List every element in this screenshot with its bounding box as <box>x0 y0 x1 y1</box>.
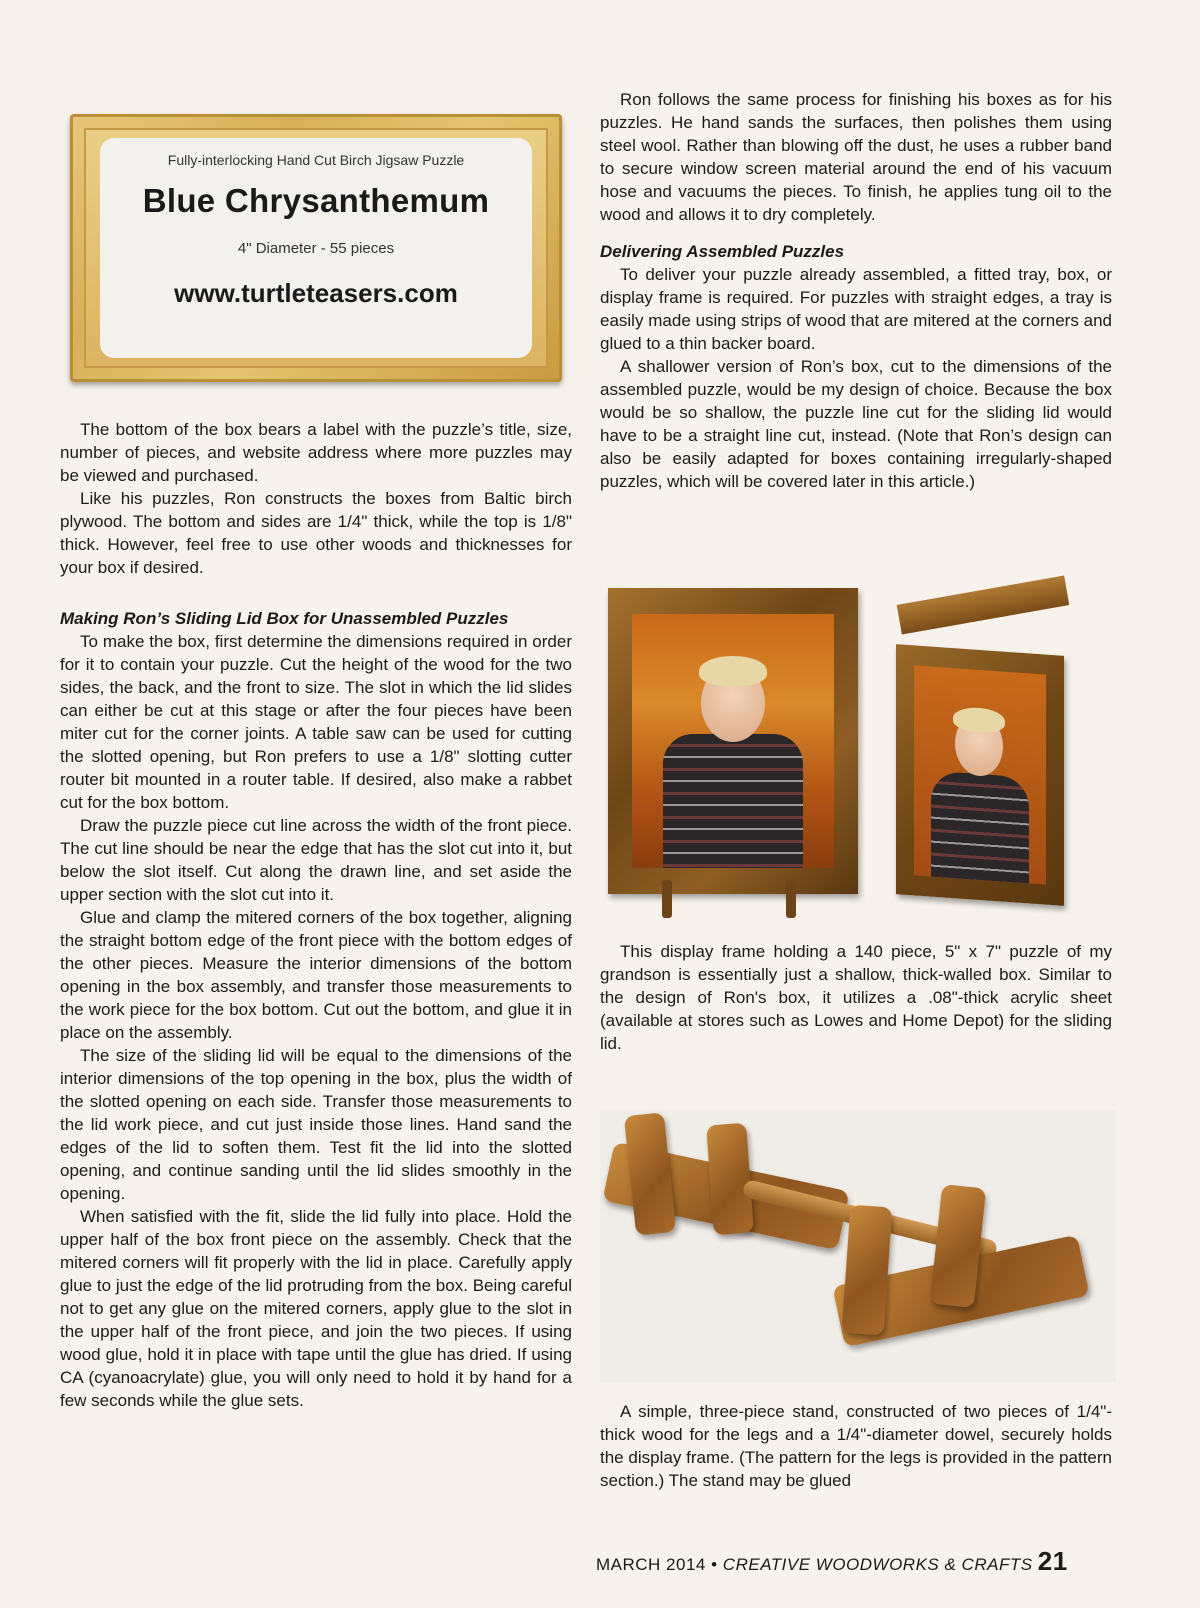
footer-magazine: CREATIVE WOODWORKS & CRAFTS <box>722 1555 1033 1574</box>
stand-leg <box>786 880 796 918</box>
paragraph: To make the box, first determine the dimensions required in order for it to contain your puzzle. Cut the height of the wood for the two sides, the back, and the front to size. The slot in which the lid slides can either be cut at this stage or after the four pieces have been miter cut for the corner joints. A table saw can be used for cutting the slotted opening, but Ron prefers to use a 1/8" slotting cutter router bit mounted in a router table. If desired, also make a rabbet cut for the box bottom. <box>60 632 572 812</box>
sliding-lid-piece <box>897 575 1070 634</box>
child-figure <box>915 685 1045 884</box>
box-label-card <box>100 138 532 358</box>
paragraph: Draw the puzzle piece cut line across the width of the front piece. The cut line should be near the edge that has the slot cut into it, but below the slot itself. Cut along the drawn line, and set aside the upper section with the slot cut into it. <box>60 816 572 904</box>
caption-stand <box>600 1400 1112 1492</box>
label-url: www.turtleteasers.com <box>174 278 458 308</box>
stand-upright <box>842 1205 893 1336</box>
section-heading: Making Ron’s Sliding Lid Box for Unassembled Puzzles <box>60 609 509 628</box>
page-number: 21 <box>1037 1546 1068 1576</box>
paragraph: Glue and clamp the mitered corners of the box together, aligning the straight bottom edge of the front piece with the bottom edges of the other pieces. Measure the interior dimensions of the bottom opening in the box assembly, and transfer those measurements to the work piece for the box bottom. Cut out the bottom, and glue it in place on the assembly. <box>60 908 572 1042</box>
footer-date: MARCH 2014 <box>596 1555 706 1574</box>
wooden-stand-photo <box>600 1110 1116 1382</box>
stand-upright <box>706 1123 754 1236</box>
photo-caption: This display frame holding a 140 piece, 5" x 7" puzzle of my grandson is essentially just a shallow, thick-walled box. Similar to the design of Ron's box, it utilizes a .08"-thick acrylic sheet (available at stores such as Lowes and Home Depot) for the sliding lid. <box>600 942 1112 1053</box>
right-column-text-top <box>600 88 1112 493</box>
paragraph: A shallower version of Ron’s box, cut to the dimensions of the assembled puzzle, would be my design of choice. Because the box would be so shallow, the puzzle line cut for the sliding lid would have to be a straight line cut, instead. (Note that Ron’s design can also be easily adapted for boxes containing irregularly-shaped puzzles, which will be covered later in this article.) <box>600 357 1112 491</box>
label-size: 4" Diameter - 55 pieces <box>237 240 395 257</box>
puzzle-box-label-photo <box>70 114 562 382</box>
stand-upright <box>624 1112 676 1236</box>
footer-separator: • <box>711 1555 718 1574</box>
stand-leg <box>662 880 672 918</box>
photo-caption: A simple, three-piece stand, constructed of two pieces of 1/4"-thick wood for the legs and a 1/4"-diameter dowel, securely holds the display frame. (The pattern for the legs is provided in the pattern section.) The stand may be glued <box>600 1402 1112 1490</box>
page-footer <box>596 1546 1112 1576</box>
left-column-text-main <box>60 607 572 1412</box>
child-figure <box>633 634 833 868</box>
display-frame-photo <box>598 580 1118 940</box>
puzzle-portrait <box>632 614 834 868</box>
frame-angled-view <box>896 644 1064 906</box>
paragraph: The bottom of the box bears a label with the puzzle’s title, size, number of pieces, and website address where more puzzles may be viewed and purchased. <box>60 420 572 485</box>
frame-front-view <box>608 588 858 894</box>
paragraph: The size of the sliding lid will be equal to the dimensions of the interior dimensions of the top opening in the box, plus the width of the slotted opening on each side. Transfer those measurements to the lid work piece, and cut just inside those lines. Hand sand the edges of the lid to soften them. Test fit the lid into the slotted opening, and continue sanding until the lid slides smoothly in the opening. <box>60 1046 572 1203</box>
paragraph: To deliver your puzzle already assembled, a fitted tray, box, or display frame is required. For puzzles with straight edges, a tray is easily made using strips of wood that are mitered at the corners and glued to a thin backer board. <box>600 265 1112 353</box>
caption-display-frame <box>600 940 1112 1055</box>
paragraph: Like his puzzles, Ron constructs the boxes from Baltic birch plywood. The bottom and sides are 1/4" thick, while the top is 1/8" thick. However, feel free to use other woods and thicknesses for your box if desired. <box>60 489 572 577</box>
label-title: Blue Chrysanthemum <box>142 182 490 219</box>
paragraph: Ron follows the same process for finishing his boxes as for his puzzles. He hand sands the surfaces, then polishes them using steel wool. Rather than blowing off the dust, he uses a rubber band to secure window screen material around the end of his vacuum hose and vacuums the pieces. To finish, he applies tung oil to the wood and allows it to dry completely. <box>600 90 1112 224</box>
left-column-text-top <box>60 418 572 579</box>
paragraph: When satisfied with the fit, slide the lid fully into place. Hold the upper half of the box front piece on the assembly. Check that the mitered corners will fit properly with the lid in place. Carefully apply glue to just the edge of the lid protruding from the box. Being careful not to get any glue on the mitered corners, apply glue to the slot in the upper half of the front piece, and join the two pieces. If using wood glue, hold it in place with tape until the glue has dried. If using CA (cyanoacrylate) glue, you will only need to hold it by hand for a few seconds while the glue sets. <box>60 1207 572 1410</box>
label-subtitle: Fully-interlocking Hand Cut Birch Jigsaw Puzzle <box>167 152 465 168</box>
section-heading: Delivering Assembled Puzzles <box>600 242 845 261</box>
puzzle-portrait <box>914 665 1046 884</box>
